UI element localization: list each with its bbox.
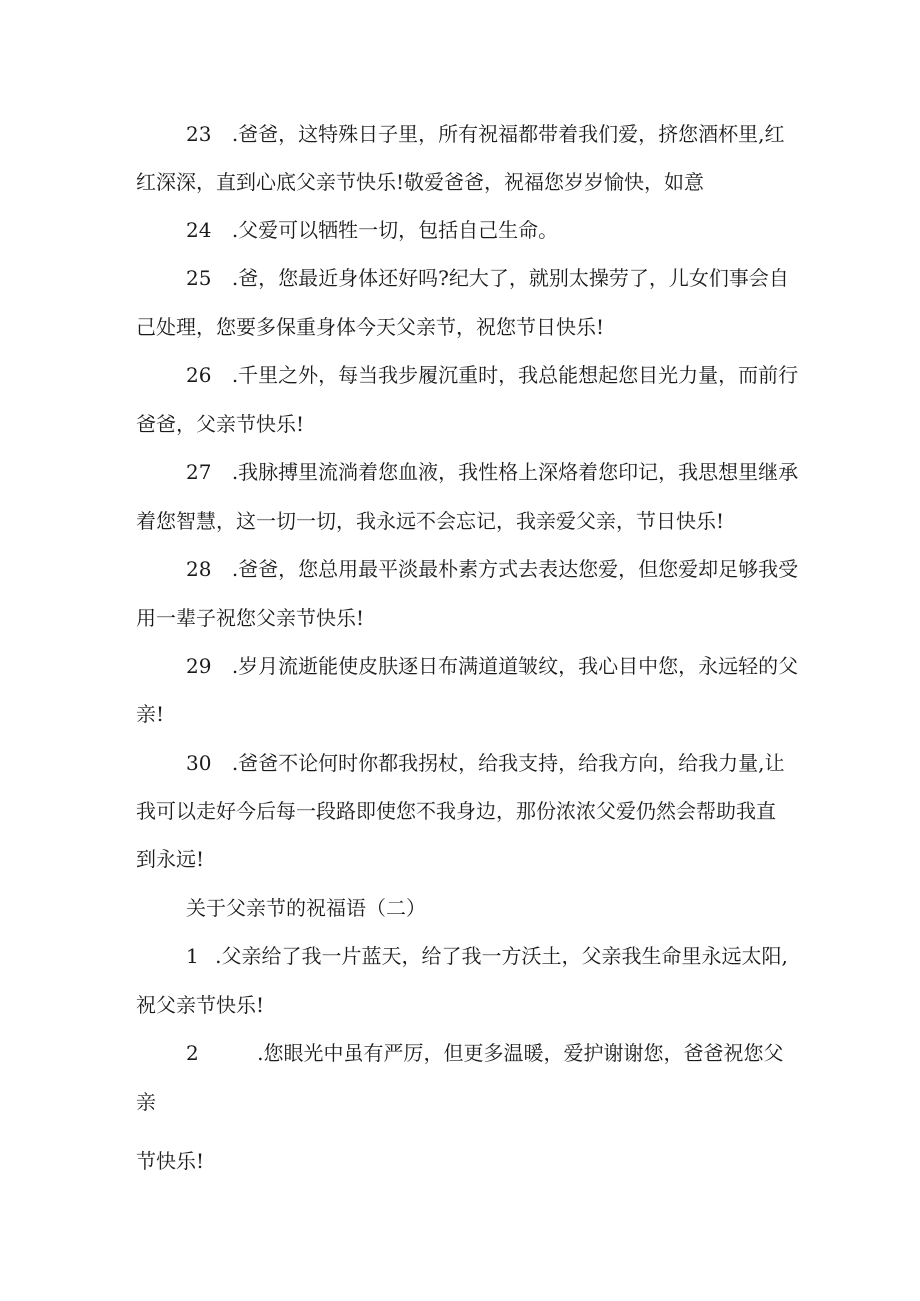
item-number: 30 xyxy=(186,751,212,775)
list-item-1-line-2: 祝父亲节快乐! xyxy=(136,993,265,1017)
list-item-28-line-2: 用一辈子祝您父亲节快乐! xyxy=(136,606,365,630)
item-text: .父爱可以牺牲一切，包括自己生命。 xyxy=(231,218,559,242)
list-item-24-line-1 xyxy=(186,216,558,244)
list-item-28-line-1 xyxy=(186,555,798,583)
list-item-23-line-1 xyxy=(186,120,785,148)
list-item-1-line-1 xyxy=(186,942,788,970)
item-text: .爸爸，您总用最平淡最朴素方式去表达您爱，但您爱却足够我受 xyxy=(231,557,799,581)
list-item-27-line-1 xyxy=(186,458,798,486)
list-item-26-line-2: 爸爸，父亲节快乐! xyxy=(136,412,305,436)
list-item-2-line-2: 亲 xyxy=(136,1090,156,1114)
list-item-30-line-3: 到永远! xyxy=(136,847,205,871)
section-heading: 关于父亲节的祝福语（二） xyxy=(186,896,426,920)
list-item-23-line-2: 红深深，直到心底父亲节快乐!敬爱爸爸，祝福您岁岁愉快，如意 xyxy=(136,170,705,194)
list-item-27-line-2: 着您智慧，这一切一切，我永远不会忘记，我亲爱父亲，节日快乐! xyxy=(136,509,725,533)
item-number: 27 xyxy=(186,460,212,484)
item-text: .父亲给了我一片蓝天，给了我一方沃土，父亲我生命里永远太阳, xyxy=(215,944,788,968)
list-item-2-line-1 xyxy=(186,1039,783,1067)
item-number: 25 xyxy=(186,266,212,290)
item-text: .我脉搏里流淌着您血液，我性格上深烙着您印记，我思想里继承 xyxy=(231,460,799,484)
item-text: .您眼光中虽有严厉，但更多温暖，爱护谢谢您，爸爸祝您父 xyxy=(257,1041,784,1065)
item-number: 23 xyxy=(186,122,212,146)
item-number: 2 xyxy=(186,1041,199,1065)
list-item-2-line-3: 节快乐! xyxy=(136,1149,205,1173)
list-item-30-line-2: 我可以走好今后每一段路即使您不我身边，那份浓浓父爱仍然会帮助我直 xyxy=(136,799,776,823)
list-item-29-line-2: 亲! xyxy=(136,702,165,726)
list-item-26-line-1 xyxy=(186,361,798,389)
item-text: .爸爸不论何时你都我拐杖，给我支持，给我方向，给我力量,让 xyxy=(231,751,785,775)
item-number: 24 xyxy=(186,218,212,242)
item-text: .岁月流逝能使皮肤逐日布满道道皱纹，我心目中您，永远轻的父 xyxy=(231,654,799,678)
item-text: .千里之外，每当我步履沉重时，我总能想起您目光力量，而前行 xyxy=(231,363,799,387)
list-item-29-line-1 xyxy=(186,652,798,680)
item-number: 29 xyxy=(186,654,212,678)
item-number: 26 xyxy=(186,363,212,387)
item-text: .爸，您最近身体还好吗?纪大了，就别太操劳了，儿女们事会自 xyxy=(231,266,789,290)
list-item-25-line-1 xyxy=(186,264,789,292)
list-item-30-line-1 xyxy=(186,749,785,777)
item-text: .爸爸，这特殊日子里，所有祝福都带着我们爱，挤您酒杯里,红 xyxy=(231,122,785,146)
item-number: 28 xyxy=(186,557,212,581)
list-item-25-line-2: 己处理，您要多保重身体今天父亲节，祝您节日快乐! xyxy=(136,315,605,339)
item-number: 1 xyxy=(186,944,199,968)
